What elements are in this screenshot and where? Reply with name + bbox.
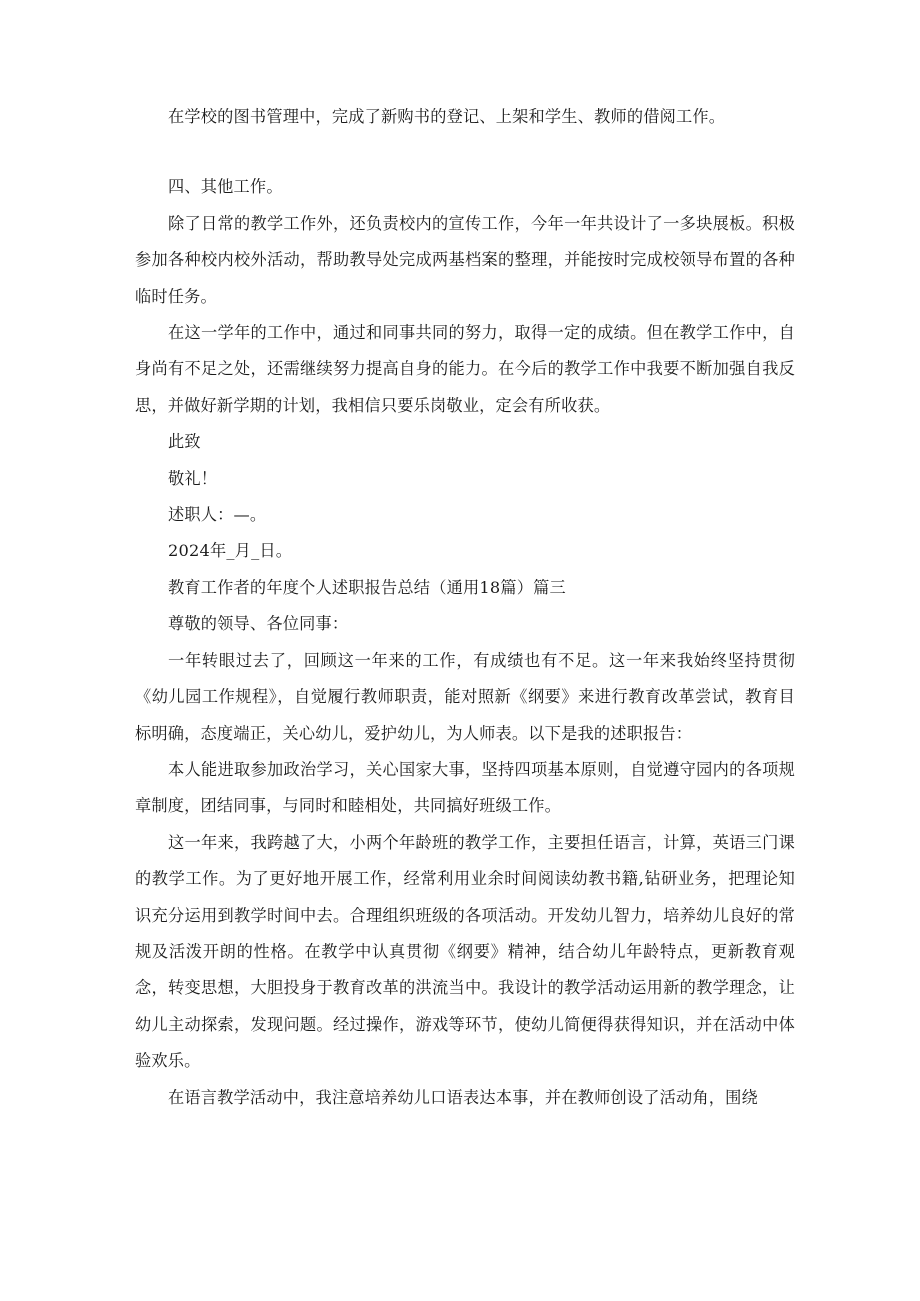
document-body (135, 99, 795, 1116)
closing-salutation: 此致 (168, 432, 201, 452)
paragraph-publicity-work: 除了日常的教学工作外，还负责校内的宣传工作，今年一年共设计了一多块展板。积极参加各种校内校外活动，帮助教导处完成两基档案的整理，并能按时完成校领导布置的各种临时任务。 (135, 213, 795, 306)
reporter-signature: 述职人：—。 (168, 505, 267, 525)
report-date: 2024年_月_日。 (168, 541, 293, 561)
closing-regards: 敬礼！ (168, 468, 218, 488)
section-heading-other-work: 四、其他工作。 (168, 177, 283, 197)
paragraph-political-study: 本人能进取参加政治学习，关心国家大事，坚持四项基本原则，自觉遵守园内的各项规章制度，团结同事，与同时和睦相处，共同搞好班级工作。 (135, 759, 795, 816)
paragraph-year-summary: 在这一学年的工作中，通过和同事共同的努力，取得一定的成绩。但在教学工作中，自身尚有不足之处，还需继续努力提高自身的能力。在今后的教学工作中我要不断加强自我反思，并做好新学期的计划，我相信只要乐岗敬业，定会有所收获。 (135, 323, 795, 415)
paragraph-review: 一年转眼过去了，回顾这一年来的工作，有成绩也有不足。这一年来我始终坚持贯彻《幼儿园工作规程》，自觉履行教师职责，能对照新《纲要》来进行教育改革尝试，教育目标明确，态度端正，关心幼儿，爱护幼儿，为人师表。以下是我的述职报告： (135, 650, 795, 743)
paragraph-teaching-work: 这一年来，我跨越了大，小两个年龄班的教学工作，主要担任语言，计算，英语三门课的教学工作。为了更好地开展工作，经常利用业余时间阅读幼教书籍,钻研业务，把理论知识充分运用到教学时间中去。合理组织班级的各项活动。开发幼儿智力，培养幼儿良好的常规及活泼开朗的性格。在教学中认真贯彻《纲要》精神，结合幼儿年龄特点，更新教育观念，转变思想，大胆投身于教育改革的洪流当中。我设计的教学活动运用新的教学理念，让幼儿主动探索，发现问题。经过操作，游戏等环节，使幼儿简便得获得知识，并在活动中体验欢乐。 (135, 832, 795, 1071)
greeting: 尊敬的领导、各位同事： (168, 614, 349, 634)
article-title: 教育工作者的年度个人述职报告总结（通用18篇）篇三 (168, 577, 566, 597)
paragraph-library-work: 在学校的图书管理中，完成了新购书的登记、上架和学生、教师的借阅工作。 (168, 107, 726, 126)
paragraph-language-teaching: 在语言教学活动中，我注意培养幼儿口语表达本事，并在教师创设了活动角，围绕 (168, 1087, 758, 1107)
